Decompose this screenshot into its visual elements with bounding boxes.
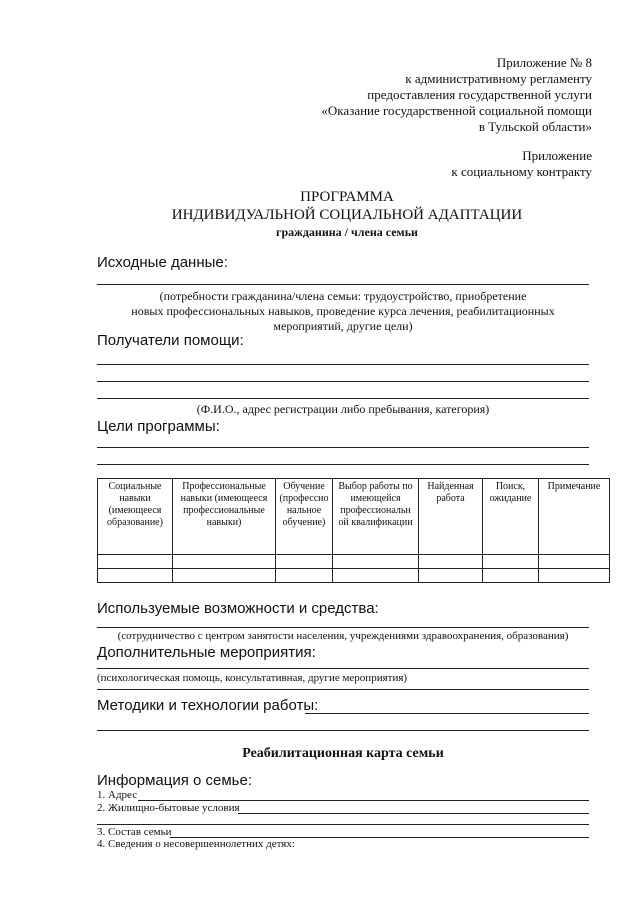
annex2-line-2: к социальному контракту xyxy=(451,164,592,179)
annex2-block xyxy=(272,148,592,180)
goals-line-2[interactable] xyxy=(97,464,589,465)
title-line-2: ИНДИВИДУАЛЬНОЙ СОЦИАЛЬНОЙ АДАПТАЦИИ xyxy=(171,207,523,223)
family-item-composition: 3. Состав семьи xyxy=(97,826,172,838)
initial-data-hint-3: мероприятий, другие цели) xyxy=(273,319,413,333)
goals-label: Цели программы: xyxy=(97,418,220,435)
table-cell[interactable] xyxy=(173,555,276,569)
table-cell[interactable] xyxy=(333,569,419,583)
extra-line[interactable] xyxy=(97,668,589,669)
annex-line-4: «Оказание государственной социальной помощи xyxy=(321,103,592,118)
table-header-cell: Профессиональные навыки (имеющееся профессиональные навыки) xyxy=(173,479,276,555)
table-cell[interactable] xyxy=(173,569,276,583)
initial-data-line[interactable] xyxy=(97,284,589,285)
table-row xyxy=(98,555,610,569)
table-cell[interactable] xyxy=(98,555,173,569)
address-line[interactable] xyxy=(138,800,589,801)
table-header-cell: Обучение (профессио нальное обучение) xyxy=(276,479,333,555)
table-cell[interactable] xyxy=(419,569,483,583)
table-header-cell: Найденная работа xyxy=(419,479,483,555)
annex-line-1: Приложение № 8 xyxy=(496,55,592,70)
table-header-cell: Поиск, ожидание xyxy=(483,479,539,555)
extra-label: Дополнительные мероприятия: xyxy=(97,644,316,661)
title-line-1: ПРОГРАММА xyxy=(300,189,394,205)
means-label: Используемые возможности и средства: xyxy=(97,600,379,617)
recipients-line-1[interactable] xyxy=(97,364,589,365)
annex2-line-1: Приложение xyxy=(522,148,592,163)
recipients-line-2[interactable] xyxy=(97,381,589,382)
table-cell[interactable] xyxy=(539,569,610,583)
family-item-housing: 2. Жилищно-бытовые условия xyxy=(97,802,240,814)
family-item-children: 4. Сведения о несовершеннолетних детях: xyxy=(97,838,295,850)
table-cell[interactable] xyxy=(419,555,483,569)
means-line[interactable] xyxy=(97,627,589,628)
annex-line-2: к административному регламенту xyxy=(405,71,592,86)
table-cell[interactable] xyxy=(539,555,610,569)
housing-line-1[interactable] xyxy=(238,813,589,814)
annex-line-5: в Тульской области» xyxy=(478,119,592,134)
recipients-line-3[interactable] xyxy=(97,398,589,399)
methods-line-2[interactable] xyxy=(97,730,589,731)
rehab-title: Реабилитационная карта семьи xyxy=(242,746,444,761)
title-line-3: гражданина / члена семьи xyxy=(276,225,418,239)
extra-line-2[interactable] xyxy=(97,689,589,690)
table-header-cell: Социальные навыки (имеющееся образование) xyxy=(98,479,173,555)
document-title xyxy=(97,188,597,240)
methods-line-1[interactable] xyxy=(305,713,589,714)
table-row xyxy=(98,569,610,583)
table-cell[interactable] xyxy=(483,569,539,583)
table-header-cell: Примечание xyxy=(539,479,610,555)
initial-data-hint xyxy=(97,289,589,334)
methods-label: Методики и технологии работы: xyxy=(97,697,319,714)
initial-data-label: Исходные данные: xyxy=(97,254,228,271)
table-cell[interactable] xyxy=(276,555,333,569)
program-table xyxy=(97,478,610,583)
annex-block xyxy=(272,55,592,135)
table-cell[interactable] xyxy=(276,569,333,583)
initial-data-hint-2: новых профессиональных навыков, проведение курса лечения, реабилитационных xyxy=(131,304,555,318)
extra-hint: (психологическая помощь, консультативная, другие мероприятия) xyxy=(97,672,408,684)
family-item-address: 1. Адрес xyxy=(97,789,138,801)
family-label: Информация о семье: xyxy=(97,772,252,789)
goals-line-1[interactable] xyxy=(97,447,589,448)
table-header-row xyxy=(98,479,610,555)
table-cell[interactable] xyxy=(483,555,539,569)
table-cell[interactable] xyxy=(98,569,173,583)
table-cell[interactable] xyxy=(333,555,419,569)
initial-data-hint-1: (потребности гражданина/члена семьи: трудоустройство, приобретение xyxy=(159,289,527,303)
means-hint: (сотрудничество с центром занятости населения, учреждениями здравоохранения, образования) xyxy=(117,630,569,642)
recipients-label: Получатели помощи: xyxy=(97,332,244,349)
table-header-cell: Выбор работы по имеющейся профессиональн ой квалификации xyxy=(333,479,419,555)
housing-line-2[interactable] xyxy=(97,824,589,825)
annex-line-3: предоставления государственной услуги xyxy=(367,87,592,102)
recipients-hint: (Ф.И.О., адрес регистрации либо пребывания, категория) xyxy=(196,402,490,416)
